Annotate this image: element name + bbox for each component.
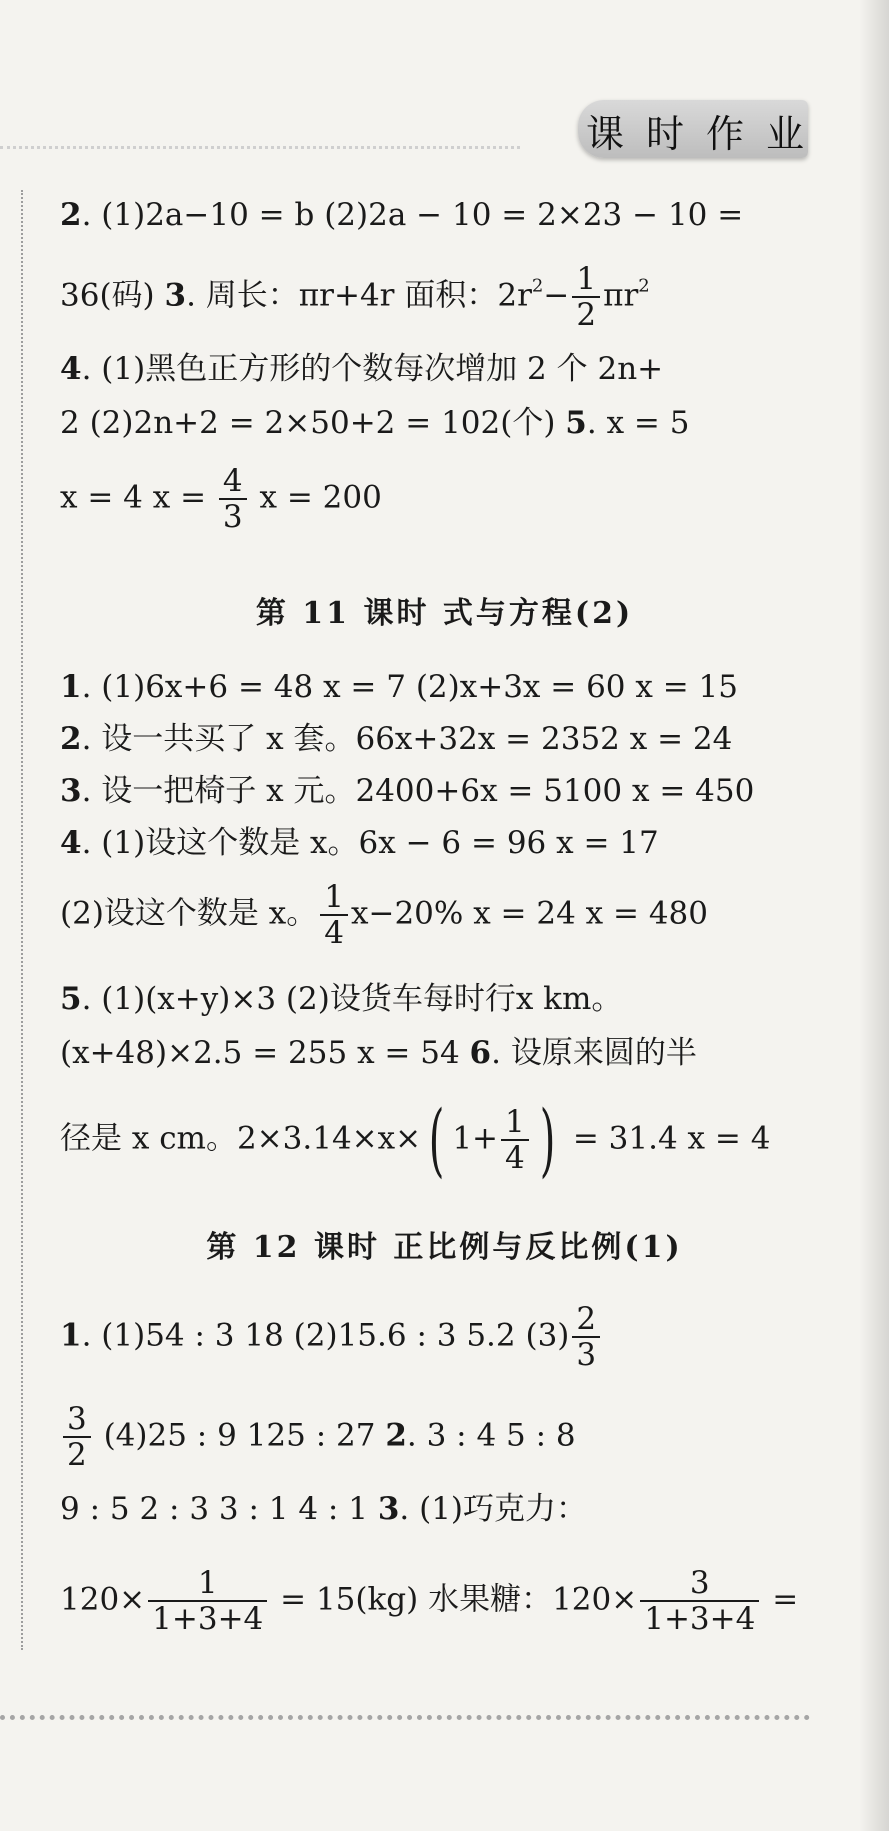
numerator: 4: [222, 463, 243, 499]
answer-text: (x+48)×2.5 = 255 x = 54: [60, 1035, 470, 1071]
numerator: 3: [67, 1401, 87, 1437]
denominator: 3: [219, 498, 247, 534]
answer-text: . (1)设这个数是 x。6x − 6 = 96 x = 17: [81, 825, 659, 861]
header-divider: [0, 146, 520, 149]
answer-line: [60, 1566, 798, 1636]
question-number: 2: [60, 721, 82, 757]
left-paren: (: [428, 1093, 445, 1186]
numerator: 1: [505, 1104, 525, 1140]
answer-text: = 31.4 x = 4: [562, 1120, 771, 1157]
numerator: 3: [689, 1565, 710, 1601]
question-number: 5: [565, 405, 587, 441]
question-number: 3: [377, 1491, 400, 1527]
answer-line: [60, 1490, 587, 1528]
question-number: 2: [60, 197, 82, 233]
fraction: [501, 1105, 529, 1175]
denominator: 4: [501, 1139, 529, 1175]
answer-line: [60, 1093, 771, 1186]
answer-text: . (1)巧克力：: [399, 1491, 588, 1527]
header-title: 课时作业: [586, 112, 827, 156]
answer-text: x = 4 x =: [60, 479, 216, 516]
fraction: [63, 1402, 91, 1472]
answer-line: [60, 1402, 576, 1472]
fraction: [320, 880, 348, 950]
answer-text: . (1)(x+y)×3 (2)设货车每时行x km。: [81, 981, 623, 1017]
answer-text: . (1)6x+6 = 48 x = 7 (2)x+3x = 60 x = 15: [81, 669, 738, 705]
exponent: 2: [531, 275, 544, 297]
question-number: 2: [385, 1417, 407, 1454]
denominator: 1+3+4: [148, 1600, 267, 1636]
right-paren: ): [539, 1093, 556, 1186]
answer-line: [60, 824, 659, 862]
question-number: 5: [60, 981, 82, 1017]
answer-text: (2)设这个数是 x。: [60, 895, 318, 932]
answer-line: [60, 1302, 603, 1372]
question-number: 6: [469, 1035, 492, 1071]
answer-text: . 3 : 4 5 : 8: [406, 1417, 576, 1454]
question-number: 4: [60, 825, 82, 861]
fraction: [640, 1566, 759, 1636]
numerator: 1: [197, 1565, 218, 1601]
answer-line: [60, 668, 738, 706]
answer-line: [60, 720, 732, 758]
denominator: 4: [320, 914, 348, 950]
answer-text: . (1)2a−10 = b (2)2a − 10 = 2×23 − 10 =: [81, 197, 744, 233]
fraction: [572, 1302, 600, 1372]
answer-line: [60, 350, 663, 388]
question-number: 3: [60, 773, 82, 809]
answer-text: =: [762, 1581, 799, 1618]
fraction: [572, 262, 600, 332]
answer-text: . (1)黑色正方形的个数每次增加 2 个 2n+: [81, 351, 664, 387]
denominator: 2: [572, 296, 600, 332]
answer-text: 2 (2)2n+2 = 2×50+2 = 102(个): [60, 405, 566, 441]
answer-line: [60, 464, 382, 534]
section-title: 第 12 课时 正比例与反比例(1): [206, 1230, 683, 1265]
question-number: 4: [60, 351, 82, 387]
fraction: [219, 464, 247, 534]
margin-line: [21, 190, 23, 1650]
denominator: 3: [572, 1336, 600, 1372]
section-title: 第 11 课时 式与方程(2): [255, 596, 634, 631]
answer-text: . 设原来圆的半: [491, 1035, 697, 1071]
answer-text: . 设一共买了 x 套。66x+32x = 2352 x = 24: [81, 721, 733, 757]
answer-text: x = 200: [249, 479, 382, 516]
answer-line: [60, 196, 743, 234]
answer-text: x−20% x = 24 x = 480: [350, 895, 708, 932]
answer-line: [60, 980, 622, 1018]
exponent: 2: [638, 275, 650, 297]
denominator: 1+3+4: [640, 1600, 759, 1636]
fraction: [148, 1566, 267, 1636]
answer-text: (4)25 : 9 125 : 27: [93, 1417, 386, 1454]
denominator: 2: [63, 1436, 91, 1472]
answer-text: 9 : 5 2 : 3 3 : 1 4 : 1: [60, 1491, 378, 1527]
numerator: 1: [324, 879, 344, 915]
answer-text: 径是 x cm。2×3.14×x×: [60, 1120, 422, 1157]
bottom-divider: [0, 1715, 810, 1720]
numerator: 1: [576, 261, 597, 297]
answer-text: 120×: [60, 1581, 146, 1618]
answer-text: −: [543, 277, 570, 314]
answer-text: 36(码): [60, 277, 165, 314]
answer-line: [60, 1034, 697, 1072]
answer-text: 1+: [452, 1120, 499, 1157]
answer-line: [60, 404, 689, 442]
answer-text: . 周长：πr+4r 面积：2r: [186, 277, 532, 314]
numerator: 2: [576, 1301, 597, 1337]
answer-line: [60, 772, 754, 810]
answer-line: [60, 880, 708, 950]
page-edge-shadow: [859, 0, 889, 1831]
answer-text: . 设一把椅子 x 元。2400+6x = 5100 x = 450: [81, 773, 755, 809]
answer-text: πr: [603, 277, 639, 314]
question-number: 1: [60, 669, 82, 705]
answer-text: . x = 5: [586, 405, 690, 441]
answer-text: = 15(kg) 水果糖：120×: [270, 1581, 638, 1618]
answer-line: [60, 262, 650, 332]
question-number: 1: [60, 1317, 82, 1354]
answer-text: . (1)54 : 3 18 (2)15.6 : 3 5.2 (3): [81, 1317, 570, 1354]
question-number: 3: [164, 277, 187, 314]
